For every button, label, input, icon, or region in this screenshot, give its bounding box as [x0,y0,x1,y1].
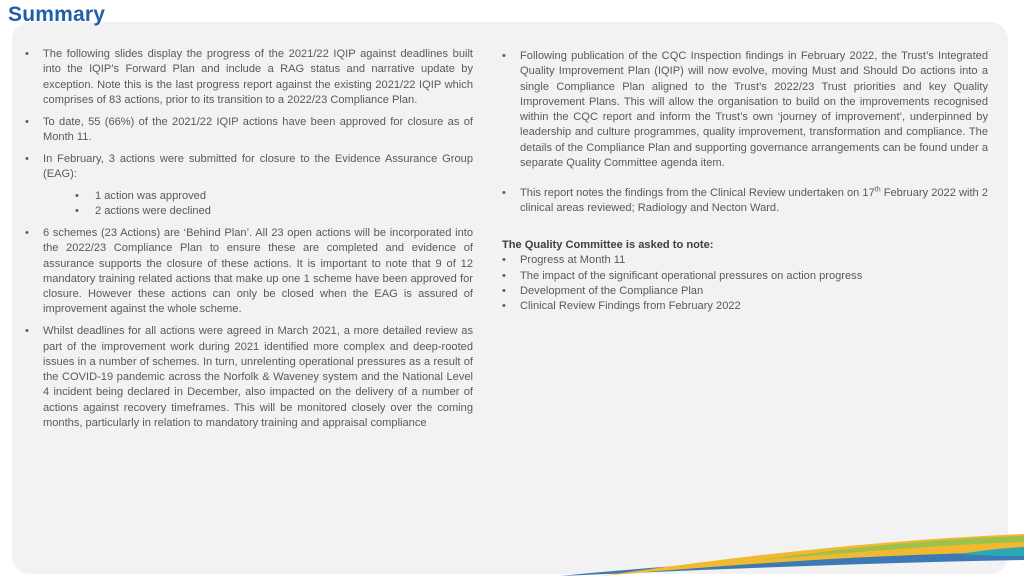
bullet-deadlines: • Whilst deadlines for all actions were agreed in March 2021, a more detailed review as part of the improvement work during 2021 identified more complex and deep-rooted issues in a number of schemes. In turn, unrelenting operational pressures as a result of the COVID-19 pandemic across the Norfolk & Waveney system and the National Level 4 incident being declared in December, also impacted on the delivery of a number of actions against recovery timeframes. This will be monitored closely over the coming months, particularly in relation to mandatory training and appraisal compliance [25,324,473,431]
bullet-february-submissions: • In February, 3 actions were submitted for closure to the Evidence Assurance Group (EAG): [25,152,473,183]
note-item: • Clinical Review Findings from February 2022 [502,299,988,314]
ordinal-suffix: th [874,186,881,194]
sub-bullet-approved: • 1 action was approved [25,189,473,204]
clinical-review-text-b: February 2022 with 2 clinical areas reviewed; Radiology and Necton Ward. [520,186,988,215]
committee-note-heading: The Quality Committee is asked to note: [502,238,714,251]
clinical-review-text-a: This report notes the findings from the Clinical Review undertaken on 17 [520,186,875,199]
bullet-iqip-progress: • The following slides display the progress of the 2021/22 IQIP against deadlines built into the IQIP’s Forward Plan and include a RAG status and narrative update by exception. Note this is the last progress report against the existing 2021/22 IQIP which comprises of 83 actions, prior to its transition to a 2022/23 Compliance Plan. [25,47,473,108]
note-item: • The impact of the significant operational pressures on action progress [502,269,988,284]
left-column [25,47,473,438]
bullet-clinical-review [502,186,988,217]
bullet-cqc-findings: • Following publication of the CQC Inspection findings in February 2022, the Trust’s Integrated Quality Improvement Plan (IQIP) will now evolve, moving Must and Should Do actions into a single Compliance Plan aligned to the Trust’s 2022/23 Trust priorities and key Quality Improvement Plans. This will allow the organisation to build on the improvements recognised within the CQC report and inform the Trust’s own ‘journey of improvement’, underpinned by leadership and culture programmes, quality improvement, transformation and compliance. The details of the Compliance Plan and supporting governance arrangements can be found under a separate Quality Committee agenda item. [502,49,988,171]
right-column [502,49,988,314]
note-item: • Progress at Month 11 [502,253,988,268]
bullet-behind-plan: • 6 schemes (23 Actions) are ‘Behind Plan’. All 23 open actions will be incorporated into the 2022/23 Compliance Plan to ensure these are completed and evidence of assurance supports the closure of these actions. It is important to note that 9 of 12 mandatory training related actions that make up one 1 scheme have been approved for closure. However these actions can only be closed when the EAG is assured of improvement against the whole scheme. [25,226,473,318]
sub-bullet-declined: • 2 actions were declined [25,204,473,219]
committee-note-list [502,253,988,314]
note-item: • Development of the Compliance Plan [502,284,988,299]
sub-bullet-list [25,189,473,220]
page-title: Summary [8,3,106,26]
bullet-actions-approved: • To date, 55 (66%) of the 2021/22 IQIP actions have been approved for closure as of Month 11. [25,115,473,146]
decorative-swoosh [0,516,1024,576]
